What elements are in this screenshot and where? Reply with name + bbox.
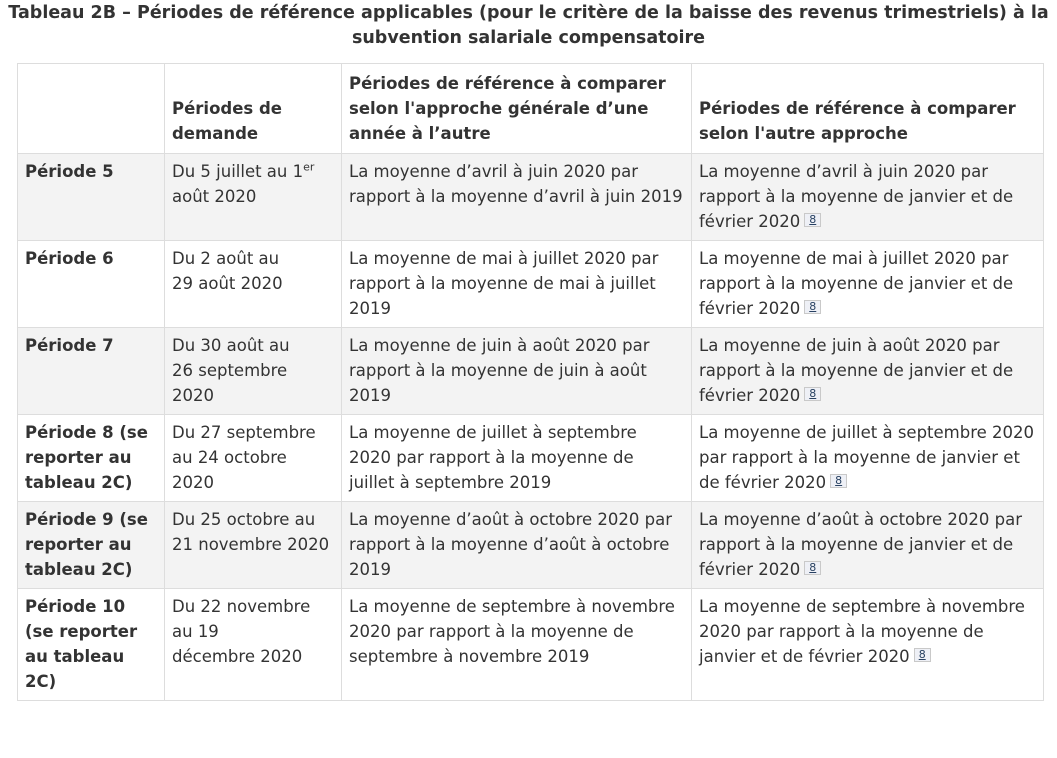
claim-period-dates bbox=[165, 589, 342, 701]
period-label: Période 10 (se reporter au tableau 2C) bbox=[18, 589, 165, 701]
dates-line-2: 26 septembre 2020 bbox=[172, 361, 288, 405]
alternative-approach-text: La moyenne d’août à octobre 2020 par rapport à la moyenne de janvier et de février 2020 bbox=[699, 510, 1023, 579]
table-row bbox=[18, 154, 1044, 241]
claim-period-dates: Du 27 septembre au 24 octobre 2020 bbox=[165, 415, 342, 502]
alternative-approach-cell bbox=[692, 502, 1044, 589]
period-label: Période 9 (se reporter au tableau 2C) bbox=[18, 502, 165, 589]
alternative-approach-text: La moyenne de mai à juillet 2020 par rapport à la moyenne de janvier et de février 2020 bbox=[699, 249, 1014, 318]
footnote-link[interactable]: 8 bbox=[914, 648, 931, 662]
dates-line-2: 29 août 2020 bbox=[172, 274, 283, 293]
alternative-approach-cell bbox=[692, 589, 1044, 701]
table-caption: Tableau 2B – Périodes de référence applicables (pour le critère de la baisse des revenus trimestriels) à la subvention salariale compensatoire bbox=[8, 3, 1049, 48]
general-approach-text: La moyenne de septembre à novembre 2020 par rapport à la moyenne de septembre à novembre 2019 bbox=[342, 589, 692, 701]
header-general-approach: Périodes de référence à comparer selon l'approche générale d’une année à l’autre bbox=[342, 64, 692, 154]
period-label: Période 7 bbox=[18, 328, 165, 415]
dates-line-1: Du 22 novembre au 19 bbox=[172, 597, 311, 641]
table-row bbox=[18, 502, 1044, 589]
alternative-approach-cell bbox=[692, 415, 1044, 502]
period-label: Période 6 bbox=[18, 241, 165, 328]
general-approach-text: La moyenne d’août à octobre 2020 par rapport à la moyenne d’août à octobre 2019 bbox=[342, 502, 692, 589]
alternative-approach-cell bbox=[692, 241, 1044, 328]
dates-line-1: Du 30 août au bbox=[172, 336, 290, 355]
general-approach-text: La moyenne de juin à août 2020 par rapport à la moyenne de juin à août 2019 bbox=[342, 328, 692, 415]
footnote-link[interactable]: 8 bbox=[804, 561, 821, 575]
footnote-link[interactable]: 8 bbox=[804, 300, 821, 314]
table-row bbox=[18, 589, 1044, 701]
header-alternative-approach: Périodes de référence à comparer selon l'autre approche bbox=[692, 64, 1044, 154]
table-header-row bbox=[18, 64, 1044, 154]
dates-line-1: Du 2 août au bbox=[172, 249, 280, 268]
claim-period-dates bbox=[165, 241, 342, 328]
claim-period-dates bbox=[165, 328, 342, 415]
table-row bbox=[18, 328, 1044, 415]
ordinal-superscript: er bbox=[303, 160, 315, 174]
header-claim-periods: Périodes de demande bbox=[165, 64, 342, 154]
footnote-link[interactable]: 8 bbox=[804, 213, 821, 227]
table-row bbox=[18, 241, 1044, 328]
period-label: Période 8 (se reporter au tableau 2C) bbox=[18, 415, 165, 502]
dates-line-2: décembre 2020 bbox=[172, 647, 303, 666]
general-approach-text: La moyenne de juillet à septembre 2020 par rapport à la moyenne de juillet à septembre 2019 bbox=[342, 415, 692, 502]
alternative-approach-cell bbox=[692, 154, 1044, 241]
footnote-link[interactable]: 8 bbox=[830, 474, 847, 488]
claim-period-dates bbox=[165, 154, 342, 241]
alternative-approach-text: La moyenne d’avril à juin 2020 par rapport à la moyenne de janvier et de février 2020 bbox=[699, 162, 1014, 231]
alternative-approach-cell bbox=[692, 328, 1044, 415]
footnote-link[interactable]: 8 bbox=[804, 387, 821, 401]
alternative-approach-text: La moyenne de juillet à septembre 2020 par rapport à la moyenne de janvier et de février 2020 bbox=[699, 423, 1035, 492]
table-row bbox=[18, 415, 1044, 502]
alternative-approach-text: La moyenne de juin à août 2020 par rapport à la moyenne de janvier et de février 2020 bbox=[699, 336, 1014, 405]
alternative-approach-text: La moyenne de septembre à novembre 2020 par rapport à la moyenne de janvier et de février 2020 bbox=[699, 597, 1025, 666]
claim-period-dates bbox=[165, 502, 342, 589]
reference-periods-table bbox=[17, 63, 1044, 701]
dates-line-2: août 2020 bbox=[172, 187, 257, 206]
dates-line-1: Du 5 juillet au 1 bbox=[172, 162, 304, 181]
general-approach-text: La moyenne d’avril à juin 2020 par rapport à la moyenne d’avril à juin 2019 bbox=[342, 154, 692, 241]
general-approach-text: La moyenne de mai à juillet 2020 par rapport à la moyenne de mai à juillet 2019 bbox=[342, 241, 692, 328]
header-empty-cell bbox=[18, 64, 165, 154]
dates-line-1: Du 25 octobre au bbox=[172, 510, 316, 529]
dates-line-2: 21 novembre 2020 bbox=[172, 535, 330, 554]
period-label: Période 5 bbox=[18, 154, 165, 241]
